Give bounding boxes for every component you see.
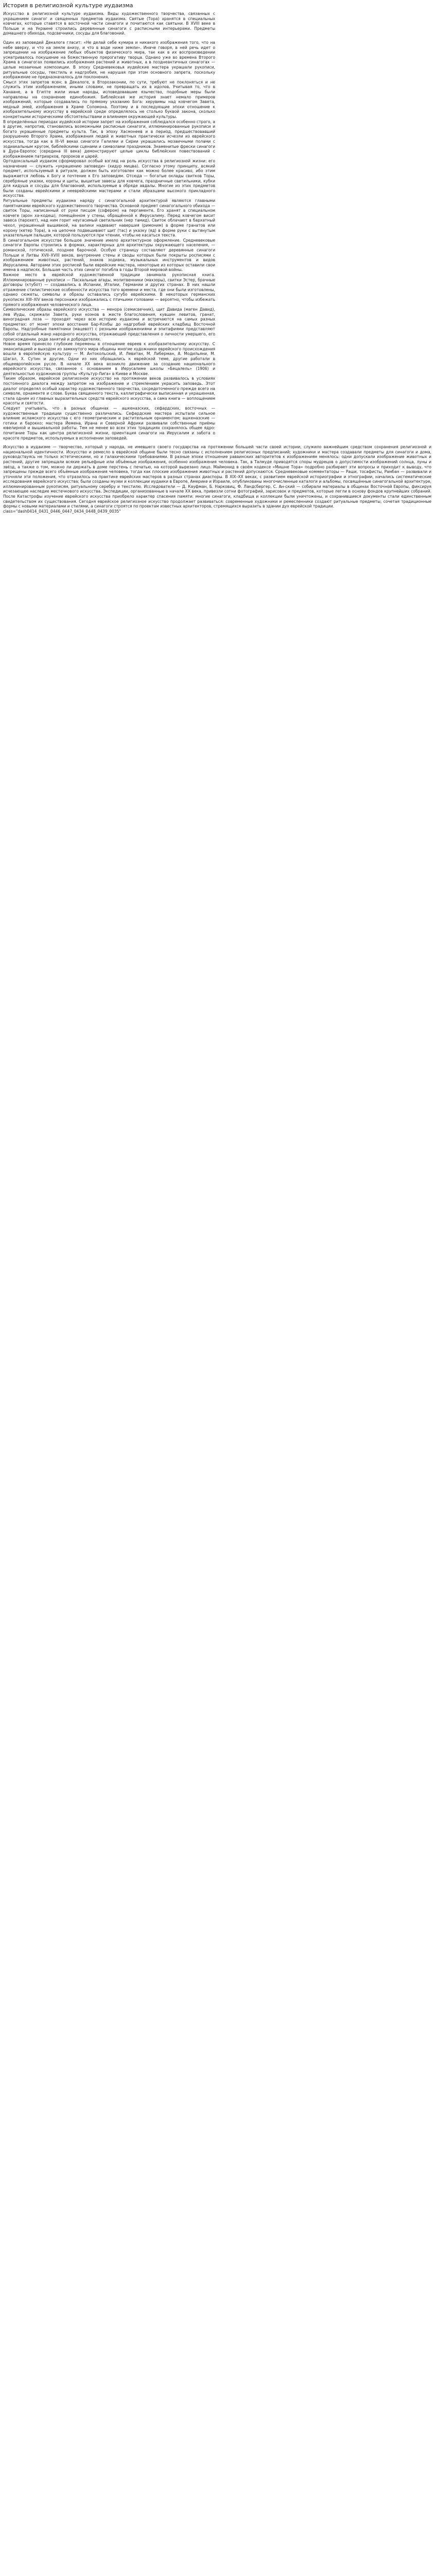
intro-paragraph: Искусство в религиозной культуре иудаизма. Виды художественного творчества, связанных с украшением синагог и священных предметов иудаизма. Святые (Тора) хранятся в специальных ковчегах, которые ставятся в восточной части синагоги и почитаются как святыни. В XVIII веке в Польше и на Украине строились деревянные синагоги с расписными интерьерами. Предметы домашнего обихода, подсвечники, сосуды для благовоний. <box>3 11 215 36</box>
body-paragraph: Смысл этих запретов ясен: в Декалоге, в Второзаконии, по сути, требуют не поклоняться и не служить этим изображениям, иными словами, не превращать их в идолов. Учитывая то, что в Ханаане, а в Египте жили иные народы, исповедовавшие язычество, подобные меры были направлены на сохранение единобожия. Библейская же история знает немало примеров изображений, которые создавались по прямому указанию Бога: херувимы над ковчегом Завета, медный змей, изображения в Храме Соломона. Поэтому и в последующие эпохи отношение к изобразительному искусству в еврейской среде определялось не столько буквой закона, сколько конкретными историческими обстоятельствами и влиянием окружающей культуры. <box>3 79 215 119</box>
body-paragraph: В синагогальном искусстве большое значение имело архитектурное оформление. Средневековые синагоги Европы строились в формах, характерных для архитектуры окружающего населения, — романской, готической, позднее барочной. Особую страницу составляют деревянные синагоги Польши и Литвы XVII–XVIII веков, внутренние стены и своды которых были покрыты росписями с изображением животных, растений, знаков зодиака, музыкальных инструментов и видов Иерусалима. Авторами этих росписей были еврейские мастера, некоторые из которых оставили свои имена в надписях. Большая часть этих синагог погибла в годы Второй мировой войны. <box>3 238 215 273</box>
document-title: История в религиозной культуре иудаизма <box>3 2 133 9</box>
body-paragraph: В определённых периодах иудейской истории запрет на изображения соблюдался особенно строго, а в другие, напротив, становились возможными расписные синагоги, иллюминированные рукописи и богато украшенные предметы культа. Так, в эпоху Хасмонеев и в период, предшествовавший разрушению Второго Храма, изображения людей и животных практически исчезли из еврейского искусства, тогда как в III–VI веках синагоги Галилеи и Сирии украшались мозаичными полами с зодиакальным кругом, библейскими сценами и символами праздников. Знаменитые фрески синагоги в Дура-Европос (середина III века) демонстрируют целые циклы библейских повествований с изображением патриархов, пророков и царей. <box>3 119 215 159</box>
body-paragraph: Новое время принесло глубокие перемены в отношение евреев к изобразительному искусству. С эмансипацией и выходом из замкнутого мира общины многие художники еврейского происхождения вошли в европейскую культуру — М. Антокольский, И. Левитан, М. Либерман, А. Модильяни, М. Шагал, Х. Сутин и другие. Одни из них обращались к еврейской теме, другие работали в общеевропейском русле. В начале XX века возникло движение за создание национального еврейского искусства, связанное с основанием в Иерусалиме школы «Бецалель» (1906) и деятельностью художников группы «Культур-Лига» в Киеве и Москве. <box>3 342 215 376</box>
body-paragraph: Один из заповедей Декалога гласит: «Не делай себе кумира и никакого изображения того, что на небе вверху, и что на земле внизу, и что в воде ниже земли». Иначе говоря, в ней речь идет о запрещении на изображение любых объектов физического мира, так как в их воспроизведении усматривалось покушение на божественную прерогативу творца. Однако уже во времена Второго Храма в синагогах появились изображения растений и животных, а в позднеантичных синагогах — целые мозаичные композиции. В эпоху Средневековья иудейские мастера украшали рукописи, ритуальные сосуды, текстиль и надгробия, не нарушая при этом основного запрета, поскольку изображение не предназначалось для поклонения. <box>3 40 215 80</box>
notes-paragraph: Искусство в иудаизме — творчество, который у народа, не имевшего своего государства на протяжении большей части своей истории, служило важнейшим средством сохранения религиозной и национальной идентичности. Искусство и ремесло в еврейской общине были тесно связаны с исполнением религиозных предписаний; художники и мастера создавали предметы для синагоги и дома, руководствуясь не только эстетическими, но и галахическими требованиями. В разные эпохи отношение раввинских авторитетов к изображениям менялось: одни допускали изображение животных и растений, другие запрещали всякие рельефные или объёмные изображения, особенно изображения человека. Так, в Талмуде приводятся споры мудрецов о допустимости изображений солнца, луны и звёзд, а также о том, можно ли держать в доме перстень с печатью, на которой вырезано лицо. Маймонид в своём кодексе «Мишне Тора» подробно разбирает эти вопросы и приходит к выводу, что запрещены прежде всего объёмные изображения человека, тогда как плоские изображения животных и растений допускаются. Средневековые комментаторы — Раши, тосафисты, Рамбан — развивали и уточняли эти положения, что отразилось на практике еврейских мастеров в разных странах диаспоры. В XIX–XX веках, с развитием еврейской историографии и этнографии, начались систематические исследования еврейского искусства; были созданы музеи и коллекции иудаики в Европе, Америке и Израиле, опубликованы многочисленные каталоги и альбомы, посвящённые синагогальной архитектуре, иллюминированным рукописям, ритуальному серебру и текстилю. Исследователи — Д. Кауфман, Б. Нарковиц, Ф. Ландсбергер, С. Ан-ский — собирали материалы в общинах Восточной Европы, фиксируя исчезающее наследие местечкового искусства. Экспедиции, организованные в начале XX века, привезли сотни фотографий, зарисовок и предметов, которые легли в основу фондов крупнейших собраний. После Катастрофы изучение еврейского искусства приобрело характер спасения памяти: многие синагоги, кладбища и коллекции были уничтожены, и сохранившиеся документы стали единственным свидетельством их существования. Сегодня еврейское религиозное искусство продолжает развиваться: современные художники и ремесленники создают ритуальные предметы, сочетая традиционные формы с новыми материалами и стилями, а синагоги строятся по проектам известных архитекторов, стремящихся выразить в здании дух еврейской традиции. <box>3 445 431 509</box>
body-paragraph: Символические образы еврейского искусства — менора (семисвечник), щит Давида (маген Давид), лев Иуды, скрижали Завета, руки коэнов в жесте благословения, кувшин левитов, гранат, виноградная лоза — проходят через всю историю иудаизма и встречаются на самых разных предметах: от монет эпохи восстания Бар-Кохбы до надгробий еврейских кладбищ Восточной Европы. Надгробные памятники (мацевот) с резными изображениями и эпитафиями представляют собой отдельный жанр народного искусства, отражающий представления о личности умершего, его происхождении, роде занятий и добродетелях. <box>3 307 215 342</box>
body-paragraph: Следует учитывать, что в разных общинах — ашкеназских, сефардских, восточных — художественные традиции существенно различались. Сефардские мастера испытали сильное влияние исламского искусства с его геометрическим и растительным орнаментом; ашкеназские — готики и барокко; мастера Йемена, Ирана и Северной Африки развивали собственные приёмы ювелирной и вышивальной работы. Тем не менее во всех этих традициях сохранялось общее ядро: почитание Торы как центра религиозной жизни, ориентация синагоги на Иерусалим и забота о красоте предметов, используемых в исполнении заповедей. <box>3 405 215 440</box>
body-section <box>3 40 215 440</box>
intro-section <box>3 11 215 36</box>
document-page <box>0 0 436 517</box>
notes-section <box>3 445 431 514</box>
source-line: class="dash0414_0431_0446_0447_0434_0448_0439_0035" <box>3 509 121 514</box>
body-paragraph: Ортодоксальный иудаизм сформировал особый взгляд на роль искусства в религиозной жизни: его назначение — служить «украшению заповеди» (хидур мицва). Согласно этому принципу, всякий предмет, используемый в ритуале, должен быть изготовлен как можно более красиво, ибо этим выражается любовь к Богу и почтение к Его заповедям. Отсюда — богатые оклады свитков Торы, серебряные указки, короны и щиты, вышитые завесы для ковчега, праздничные светильники, кубки для кидуша и сосуды для благовоний, используемые в обряде авдалы. Многие из этих предметов были созданы еврейскими и нееврейскими мастерами и стали образцами высокого прикладного искусства. <box>3 159 215 198</box>
body-paragraph: Таким образом, еврейское религиозное искусство на протяжении веков развивалось в условиях постоянного диалога между запретом на изображение и стремлением украсить заповедь. Этот диалог определял особый характер художественного творчества, сосредоточенного прежде всего на символе, орнаменте и слове. Буква священного текста, каллиграфически выписанная и украшенная, стала одним из главных выразительных средств еврейского искусства, а сама книга — воплощением красоты и святости. <box>3 376 215 406</box>
body-paragraph: Важное место в еврейской художественной традиции занимала рукописная книга. Иллюминированные рукописи — Пасхальные агады, молитвенники (махзоры), свитки Эстер, брачные договоры (ктубот) — создавались в Испании, Италии, Германии и других странах. В них нашли отражение стилистические особенности искусства того времени и места, где они были изготовлены, однако сюжеты, символы и образы оставались сугубо еврейскими. В некоторых германских рукописях XIII–XIV веков персонажи изображались с птичьими головами — вероятно, чтобы избежать прямого изображения человеческого лица. <box>3 272 215 307</box>
body-paragraph: Ритуальные предметы иудаизма наряду с синагогальной архитектурой являются главными памятниками еврейского художественного творчества. Основной предмет синагогального обихода — свиток Торы, написанный от руки писцом (софером) на пергаменте. Его хранят в специальном ковчеге (арон ха-кодеш), помещённом у стены, обращённой к Иерусалиму. Перед ковчегом висит завеса (парохет), над ним горит неугасимый светильник (нер тамид). Свиток облачают в бархатный чехол, украшенный вышивкой, на валики надевают навершия (римоним) в форме гранатов или корону (кетер Тора), а на цепочке подвешивают щит (тас) и указку (яд) в форме руки с вытянутым указательным пальцем, которой пользуются при чтении, чтобы не касаться текста. <box>3 198 215 238</box>
